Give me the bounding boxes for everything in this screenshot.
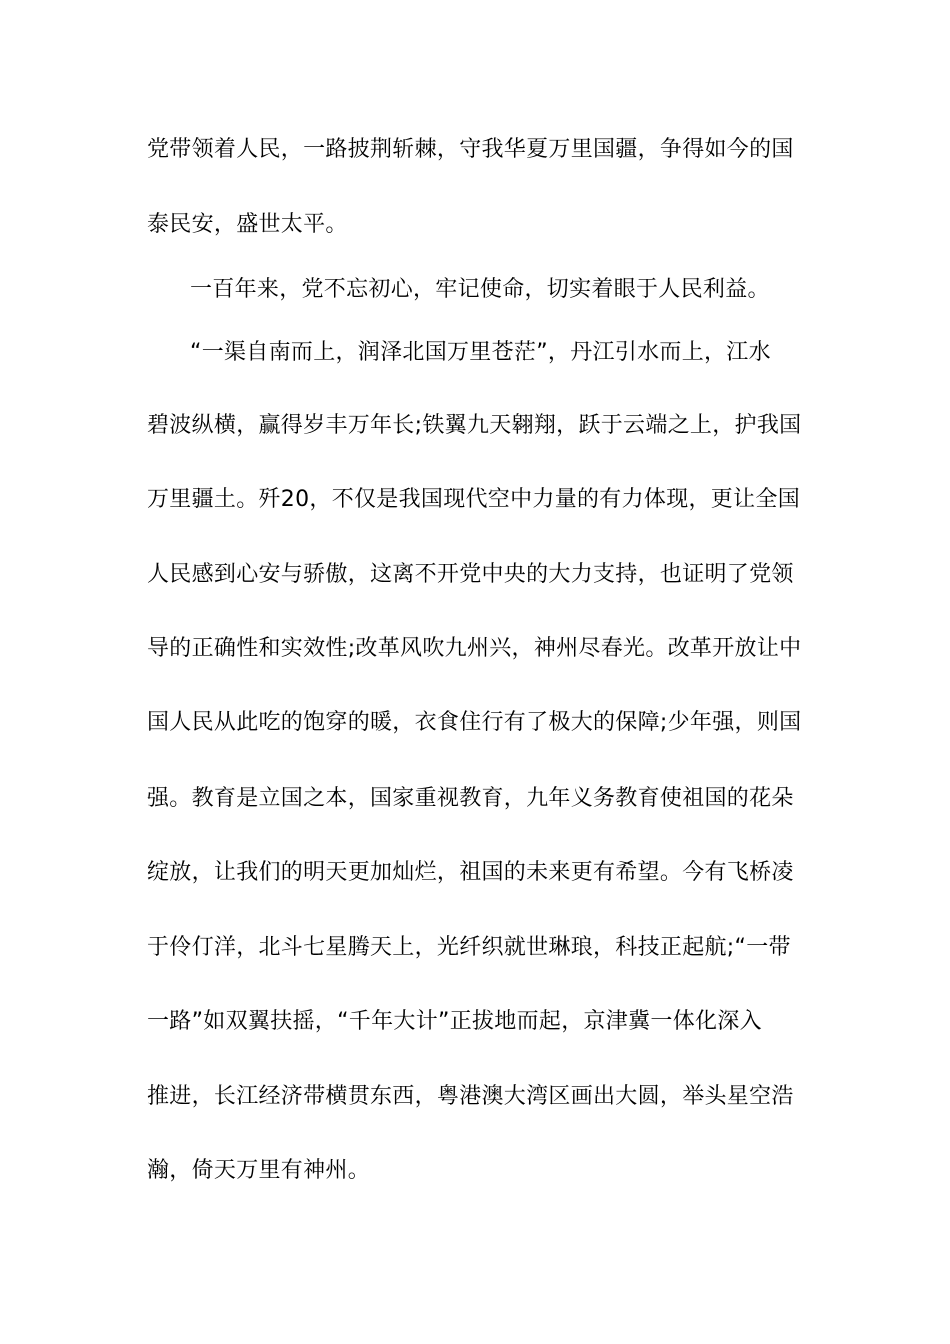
text-line: 碧波纵横，赢得岁丰万年长;铁翼九天翱翔，跃于云端之上，护我国 xyxy=(147,413,802,438)
text-line: 于伶仃洋，北斗七星腾天上，光纤织就世琳琅，科技正起航;“一带 xyxy=(147,935,791,960)
text-line: 瀚，倚天万里有神州。 xyxy=(147,1158,371,1183)
paragraph-start-line: “一渠自南而上，润泽北国万里苍茫”，丹江引水而上，江水 xyxy=(190,340,771,365)
text-line: 泰民安，盛世太平。 xyxy=(147,212,348,237)
paragraph-start-line: 一百年来，党不忘初心，牢记使命，切实着眼于人民利益。 xyxy=(190,277,770,302)
text-line: 党带领着人民，一路披荆斩棘，守我华夏万里国疆，争得如今的国 xyxy=(147,137,794,162)
text-line: 强。教育是立国之本，国家重视教育，九年义务教育使祖国的花朵 xyxy=(147,786,794,811)
text-line: 万里疆土。歼20，不仅是我国现代空中力量的有力体现，更让全国 xyxy=(147,487,800,512)
text-line: 绽放，让我们的明天更加灿烂，祖国的未来更有希望。今有飞桥凌 xyxy=(147,860,794,885)
text-line: 人民感到心安与骄傲，这离不开党中央的大力支持，也证明了党领 xyxy=(147,562,794,587)
text-line: 导的正确性和实效性;改革风吹九州兴，神州尽春光。改革开放让中 xyxy=(147,636,802,661)
text-line: 一路”如双翼扶摇，“千年大计”正拔地而起，京津冀一体化深入 xyxy=(147,1009,762,1034)
text-line: 国人民从此吃的饱穿的暖，衣食住行有了极大的保障;少年强，则国 xyxy=(147,710,802,735)
text-line: 推进，长江经济带横贯东西，粤港澳大湾区画出大圆，举头星空浩 xyxy=(147,1084,794,1109)
